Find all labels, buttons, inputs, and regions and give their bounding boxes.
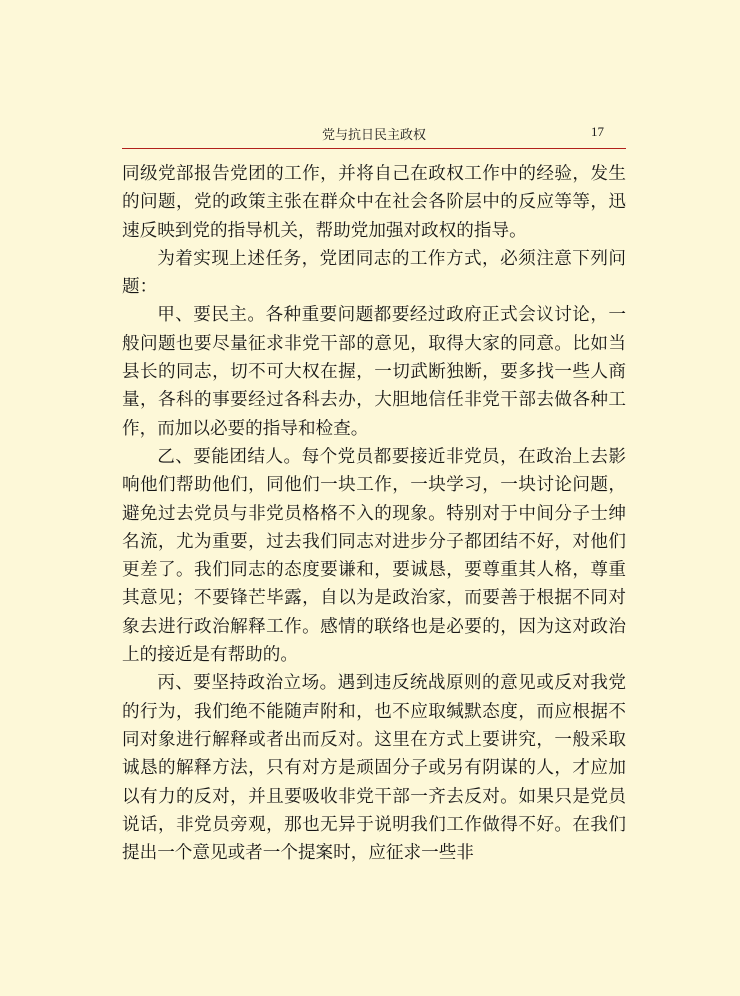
chapter-title: 党与抗日民主政权: [321, 128, 426, 143]
paragraph: 乙、要能团结人。每个党员都要接近非党员，在政治上去影响他们帮助他们，同他们一块工作，一块学习，一块讨论问题，避免过去党员与非党员格格不入的现象。特别对于中间分子士绅名流，尤为重要，过去我们同志对进步分子都团结不好，对他们更差了。我们同志的态度要谦和，要诚恳，要尊重其人格，尊重其意见；不要锋芒毕露，自以为是政治家，而要善于根据不同对象去进行政治解释工作。感情的联络也是必要的，因为这对政治上的接近是有帮助的。: [122, 446, 626, 666]
paragraph: 为着实现上述任务，党团同志的工作方式，必须注意下列问题：: [122, 248, 626, 298]
header-divider: [122, 148, 626, 149]
paragraph: 同级党部报告党团的工作，并将自己在政权工作中的经验，发生的问题，党的政策主张在群众中在社会各阶层中的反应等等，迅速反映到党的指导机关，帮助党加强对政权的指导。: [122, 164, 626, 241]
paragraph: 丙、要坚持政治立场。遇到违反统战原则的意见或反对我党的行为，我们绝不能随声附和，也不应取缄默态度，而应根据不同对象进行解释或者出而反对。这里在方式上要讲究，一般采取诚恳的解释方法，只有对方是顽固分子或另有阴谋的人，才应加以有力的反对，并且要吸收非党干部一齐去反对。如果只是党员说话，非党员旁观，那也无异于说明我们工作做得不好。在我们提出一个意见或者一个提案时，应征求一些非: [122, 673, 626, 864]
running-header: [122, 122, 626, 148]
paragraph: 甲、要民主。各种重要问题都要经过政府正式会议讨论，一般问题也要尽量征求非党干部的意见，取得大家的同意。比如当县长的同志，切不可大权在握，一切武断独断，要多找一些人商量，各科的事要经过各科去办，大胆地信任非党干部去做各种工作，而加以必要的指导和检查。: [122, 305, 626, 439]
body-text: [122, 160, 626, 867]
page-number: 17: [591, 124, 604, 139]
